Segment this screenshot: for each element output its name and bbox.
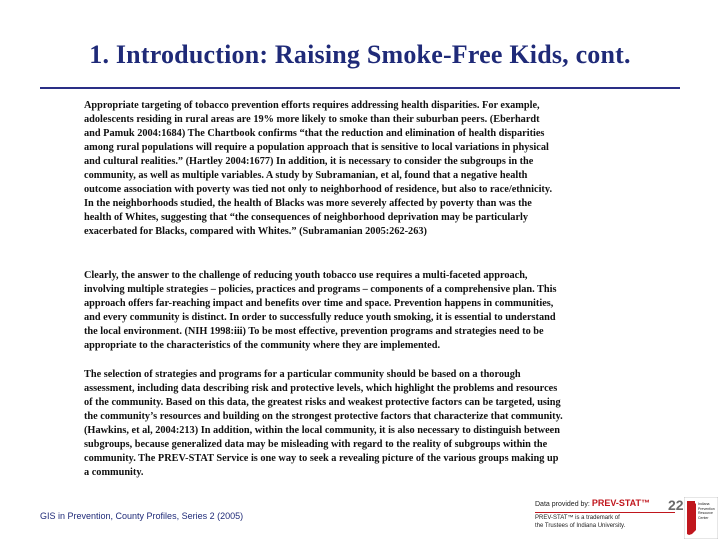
credit-prefix: Data provided by:	[535, 501, 592, 508]
prev-stat-brand: PREV-STAT™	[591, 498, 650, 508]
indiana-state-logo-icon	[684, 497, 718, 539]
logo-text: Indiana Prevention Resource Center	[698, 502, 715, 520]
title-divider	[40, 87, 680, 89]
trademark-note: PREV-STAT™ is a trademark of the Trustees of Indiana University.	[535, 515, 626, 529]
page-number: 22	[668, 497, 684, 513]
paragraph-health-disparities: Appropriate targeting of tobacco prevention efforts requires addressing health disparities. For example, adolescents residing in rural areas are 19% more likely to smoke than their suburban peers. (Eberhardt and Pamuk 2004:1684) The Chartbook confirms “that the reduction and elimination of health disparities among rural populations will require a population approach that is sensitive to local variations in physical and cultural realities.” (Hartley 2004:1677) In addition, it is necessary to consider the subgroups in the community, as well as multiple variables. A study by Subramanian, et al, found that a negative health outcome association with poverty was tied not only to neighborhood of residence, but also to race/ethnicity. In the neighborhoods studied, the health of Blacks was more severely affected by poverty than was the health of Whites, suggesting that “the consequences of neighborhood deprivation may be particularly exacerbated for Blacks, compared with Whites.” (Subramanian 2005:262-263)	[84, 100, 553, 237]
paragraph-strategy-selection: The selection of strategies and programs for a particular community should be based on a thorough assessment, including data describing risk and protective levels, which highlight the problems and resources of the community. Based on this data, the greatest risks and weakest protective factors can be targeted, using the community’s resources and building on the strongest protective factors that characterize that community. (Hawkins, et al, 2004:213) In addition, within the local community, it is also necessary to distinguish between subgroups, because generalized data may be misleading with regard to the reality of subgroups within the community. The PREV-STAT Service is one way to seek a revealing picture of the various groups making up a community.	[84, 369, 563, 478]
footer-series-label: GIS in Prevention, County Profiles, Series 2 (2005)	[40, 511, 244, 521]
slide-title: 1. Introduction: Raising Smoke-Free Kids, cont.	[89, 40, 631, 69]
data-credit	[535, 498, 685, 530]
paragraph-multi-faceted-approach: Clearly, the answer to the challenge of reducing youth tobacco use requires a multi-faceted approach, involving multiple strategies – policies, practices and programs – components of a comprehensive plan. This approach offers far-reaching impact and benefits over time and space. Prevention happens in communities, and every community is distinct. In order to successfully reduce youth smoking, it is essential to understand the local environment. (NIH 1998:iii) To be most effective, prevention programs and strategies need to be appropriate to the characteristics of the community where they are implemented.	[84, 270, 557, 351]
credit-line	[535, 498, 685, 510]
credit-divider	[535, 512, 675, 513]
